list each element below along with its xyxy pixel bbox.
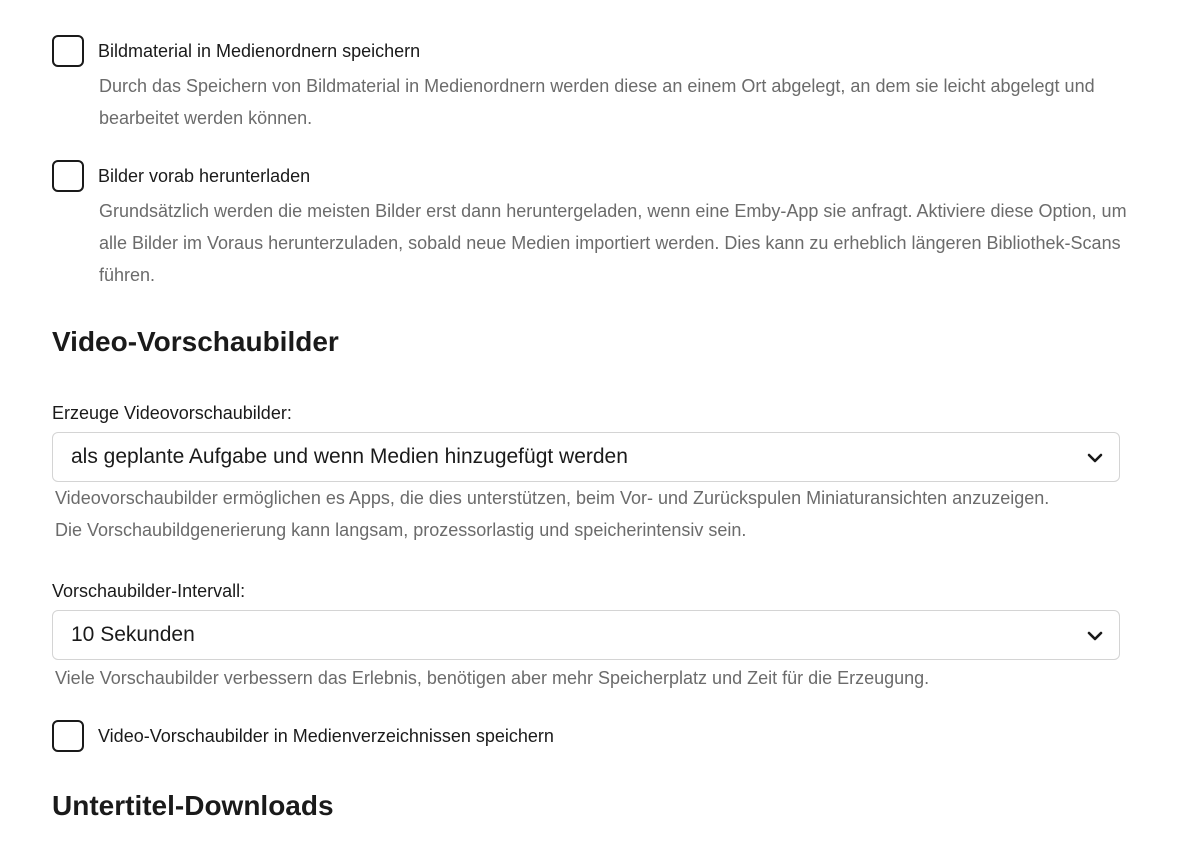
save-artwork-option	[52, 35, 420, 67]
video-thumbnails-heading: Video-Vorschaubilder	[52, 326, 339, 357]
prefetch-images-option	[52, 160, 310, 192]
thumbnail-interval-description: Viele Vorschaubilder verbessern das Erlebnis, benötigen aber mehr Speicherplatz und Zeit für die Erzeugung.	[55, 668, 930, 688]
generate-thumbnails-select[interactable]	[52, 432, 1120, 482]
prefetch-images-label[interactable]: Bilder vorab herunterladen	[98, 165, 311, 186]
generate-thumbnails-value: als geplante Aufgabe und wenn Medien hinzugefügt werden	[71, 445, 628, 468]
chevron-down-icon	[1085, 448, 1105, 468]
thumbnail-interval-select[interactable]	[52, 610, 1120, 660]
save-video-thumbnails-checkbox[interactable]	[52, 720, 84, 752]
save-artwork-description: Durch das Speichern von Bildmaterial in Medienordnern werden diese an einem Ort abgelegt, an dem sie leicht abgelegt und bearbeitet werden können.	[99, 76, 1095, 128]
subtitle-downloads-heading: Untertitel-Downloads	[52, 790, 334, 821]
generate-thumbnails-label: Erzeuge Videovorschaubilder:	[52, 403, 292, 423]
save-video-thumbnails-option	[52, 720, 554, 752]
save-artwork-checkbox[interactable]	[52, 35, 84, 67]
prefetch-images-description: Grundsätzlich werden die meisten Bilder erst dann heruntergeladen, wenn eine Emby-App sie anfragt. Aktiviere diese Option, um alle Bilder im Voraus herunterzuladen, sobald neue Medien importiert werden. Dies kann zu erheblich längeren Bibliothek-Scans führen.	[99, 201, 1127, 285]
save-video-thumbnails-label[interactable]: Video-Vorschaubilder in Medienverzeichnissen speichern	[98, 725, 554, 746]
generate-thumbnails-description: Videovorschaubilder ermöglichen es Apps, die dies unterstützen, beim Vor- und Zurückspulen Miniaturansichten anzuzeigen. Die Vorschaubildgenerierung kann langsam, prozessorlastig und speicherintensiv sein.	[55, 488, 1050, 540]
thumbnail-interval-value: 10 Sekunden	[71, 623, 195, 646]
prefetch-images-checkbox[interactable]	[52, 160, 84, 192]
thumbnail-interval-label: Vorschaubilder-Intervall:	[52, 581, 246, 601]
save-artwork-label[interactable]: Bildmaterial in Medienordnern speichern	[98, 40, 421, 61]
chevron-down-icon	[1085, 626, 1105, 646]
